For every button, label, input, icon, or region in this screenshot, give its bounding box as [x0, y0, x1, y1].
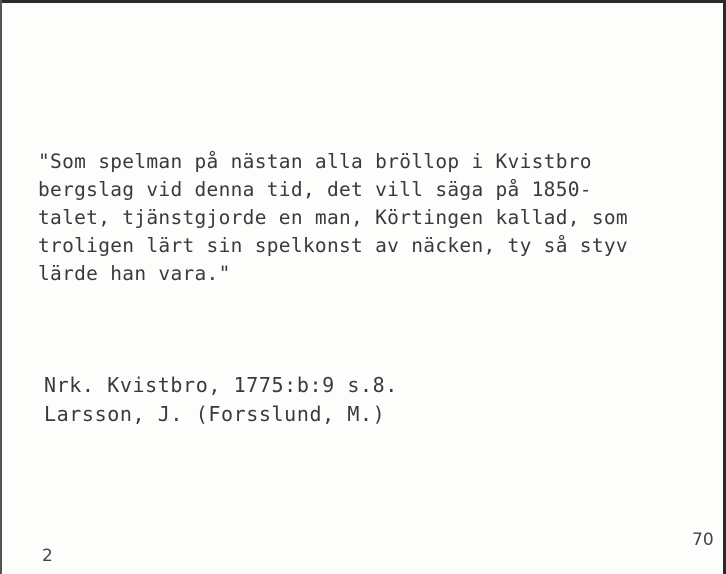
page-number-left: 2: [42, 546, 53, 566]
archive-reference: Nrk. Kvistbro, 1775:b:9 s.8.: [44, 373, 398, 397]
informant-reference: Larsson, J. (Forsslund, M.): [44, 402, 386, 426]
quote-line: lärde han vara.": [38, 262, 231, 285]
quote-line: talet, tjänstgjorde en man, Körtingen kallad, som: [38, 206, 628, 229]
quote-text-block: [38, 148, 718, 288]
quote-line: "Som spelman på nästan alla bröllop i Kvistbro: [38, 150, 592, 173]
card-top-edge: [0, 0, 726, 3]
page-number-right: 70: [692, 530, 714, 550]
source-reference-block: [44, 371, 644, 429]
card-left-edge: [0, 0, 2, 574]
quote-line: bergslag vid denna tid, det vill säga på 1850-: [38, 178, 592, 201]
quote-line: troligen lärt sin spelkonst av näcken, ty så styv: [38, 234, 628, 257]
